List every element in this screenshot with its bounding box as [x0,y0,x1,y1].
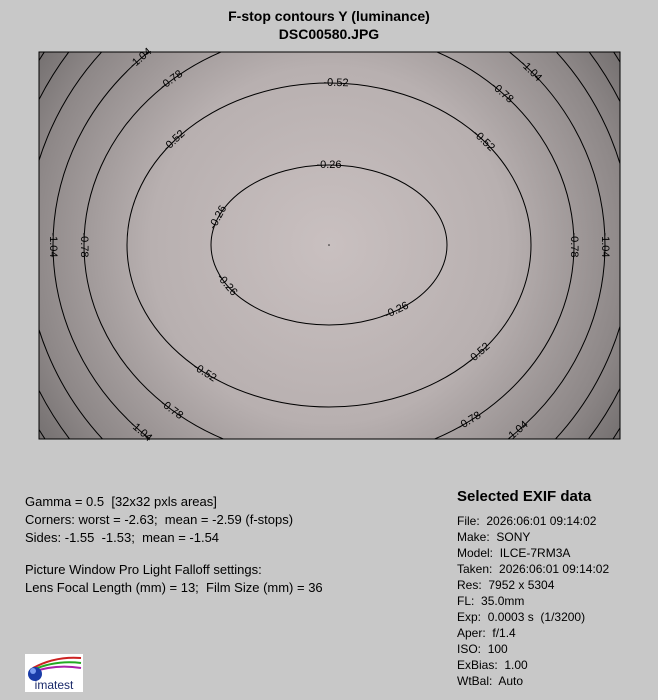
sides-text: Sides: -1.55 -1.53; mean = -1.54 [25,530,220,545]
chart-title: F-stop contours Y (luminance) [228,8,430,24]
contour-label-text: -0.52 [323,76,349,90]
exif-value: SONY [496,530,531,544]
contour-label-text: -0.26 [316,158,342,171]
exif-value: 2026:06:01 09:14:02 [499,562,610,576]
contour-label-text: -0.52 [470,127,497,154]
contour-label [78,229,91,261]
exif-value: ILCE-7RM3A [499,546,571,560]
exif-value: 7952 x 5304 [488,578,555,592]
exif-row [457,674,523,688]
contour-label-text: -0.52 [161,127,188,154]
contour-label-text: -0.78 [78,232,91,258]
contour-label-text: -1.04 [127,45,155,72]
exif-label: Res: [457,578,489,592]
contour-label-text: -0.52 [190,360,219,385]
contour-label-text: -0.78 [568,232,581,258]
exif-row [457,546,570,560]
exif-row [457,514,596,528]
pw-settings-title: Picture Window Pro Light Falloff settings: [25,562,262,577]
chart-subtitle: DSC00580.JPG [278,26,380,42]
imatest-logo [25,654,85,694]
contour-label-text: -0.78 [157,397,186,422]
exif-label: Aper: [457,626,493,640]
corners-text: Corners: worst = -2.63; mean = -2.59 (f-stops) [25,512,294,527]
exif-value: 0.0003 s (1/3200) [487,610,586,624]
exif-row [457,562,609,576]
gamma-text: Gamma = 0.5 [32x32 pxls areas] [25,494,217,509]
contour-label-text: -0.26 [382,299,411,322]
contour-label-text: -1.04 [127,418,155,445]
center-dot [328,244,330,246]
exif-value: Auto [498,674,524,688]
contour-label [599,229,612,261]
exif-row [457,594,524,608]
pw-settings-values: Lens Focal Length (mm) = 13; Film Size (mm) = 36 [25,580,323,595]
contour-label-text: -0.78 [157,67,186,93]
contour-label [320,76,352,90]
exif-row [457,578,554,592]
exif-row [457,642,508,656]
contour-label-text: -0.26 [214,271,240,299]
contour-label-text: -0.78 [455,409,484,433]
exif-label: WtBal: [457,674,499,688]
exif-value: 100 [487,642,508,656]
contour-label [313,158,345,171]
exif-label: File: [457,514,487,528]
contour-label-text: -1.04 [599,232,612,258]
exif-row [457,610,585,624]
exif-label: ISO: [457,642,488,656]
contour-label-text: -1.04 [517,57,545,85]
exif-value: 35.0mm [481,594,525,608]
exif-value: f/1.4 [492,626,516,640]
exif-label: ExBias: [457,658,505,672]
exif-label: FL: [457,594,482,608]
contour-label [568,229,581,261]
exif-row [457,626,516,640]
contour-label-text: -0.78 [488,80,516,106]
exif-label: Taken: [457,562,500,576]
contour-label-text: -0.52 [465,340,493,367]
exif-row [457,658,528,672]
exif-value: 1.00 [504,658,528,672]
exif-row [457,530,530,544]
exif-label: Make: [457,530,497,544]
exif-value: 2026:06:01 09:14:02 [486,514,597,528]
contour-label [47,229,60,261]
logo-text: imatest [34,678,74,692]
exif-label: Exp: [457,610,488,624]
contour-label-text: -1.04 [503,418,531,445]
contour-label-text: -0.26 [206,203,230,232]
exif-label: Model: [457,546,500,560]
exif-heading: Selected EXIF data [457,488,592,505]
contour-label-text: -1.04 [47,232,60,258]
